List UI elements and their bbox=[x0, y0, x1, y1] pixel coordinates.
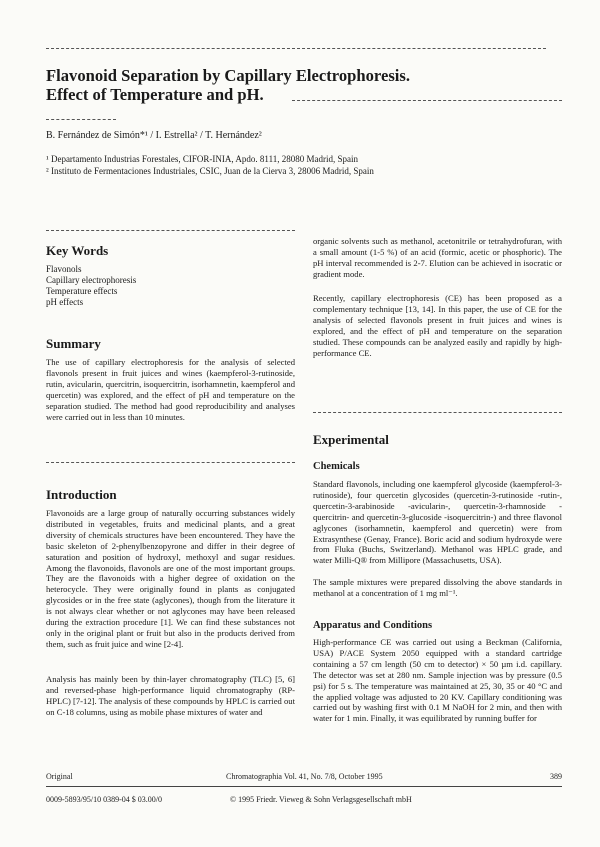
footer-code: 0009-5893/95/10 0389-04 $ 03.00/0 bbox=[46, 795, 162, 804]
apparatus-paragraph: High-performance CE was carried out using a Beckman (California, USA) P/ACE System 2050 equipped with a standard cartridge containing a 57 cm length (50 cm to detector) × 50 µm i.d. capillary. The detector was set at 280 nm. Sample injection was by pressure (0.5 psi) for 5 s. The temperature was maintained at 25, 30, 35 or 40 °C and the applied voltage was adjusted to 20 KV. Capillary conditioning was carried out by washing first with 0.1 M NaOH for 2 min, and then with water for 1 min. Finally, it was equilibrated by running buffer for bbox=[313, 637, 562, 724]
keyword-3: Temperature effects bbox=[46, 286, 118, 296]
footer-journal: Chromatographia Vol. 41, No. 7/8, October 1995 bbox=[226, 772, 383, 781]
chemicals-heading: Chemicals bbox=[313, 461, 360, 472]
footer-rule bbox=[46, 786, 562, 787]
right-intro-paragraph-2: Recently, capillary electrophoresis (CE) has been proposed as a complementary technique [13, 14]. In this paper, the use of CE for the analysis of selected flavonols present in fruit juices and wines is explored, and the effect of pH and temperature on the separation studied. These compounds can be analyzed easily and rapidly by high-performance CE. bbox=[313, 293, 562, 358]
footer-article-type: Original bbox=[46, 772, 73, 781]
introduction-paragraph-1: Flavonoids are a large group of naturally occurring substances widely distributed in vegetables, fruits and medicinal plants, and a great diversity of chemicals structures have been encountered. They have the basic skeleton of 2-phenylbenzopyrone and differ in their degree of saturation and position of hydroxyl, methoxyl and sugar residues. Among the flavonoids, flavonols are one of the most important groups. They are the flavonoids with a higher degree of oxidation on the heterocycle. They were originally found in plants as conjugated glycosides or in the free state (aglycones), though from the literature it is not always clear whether or not aglycones may have been released during the extraction procedure [1]. We can find these substances not only in the original plant or fruit but also in the products derived from them, such as fruit juice and wine [2-4]. bbox=[46, 508, 295, 649]
introduction-heading: Introduction bbox=[46, 487, 117, 502]
authors: B. Fernández de Simón*¹ / I. Estrella² / T. Hernández² bbox=[46, 130, 262, 141]
keyword-4: pH effects bbox=[46, 297, 84, 307]
summary-heading: Summary bbox=[46, 336, 101, 351]
title-line-1: Flavonoid Separation by Capillary Electrophoresis. bbox=[46, 66, 411, 85]
left-dashed-rule-2 bbox=[46, 462, 295, 463]
summary-text: The use of capillary electrophoresis for the analysis of selected flavonols present in fruit juices and wines (kaempferol-3-rutinoside, rutin, avicularin, quercitrin, isoquercitrin, isorhamnetin, kaempferol and quercetin) was explored, and the effect of pH and temperature on the separation studied. The method had good reproducibility and analyses were carried out in less than 10 minutes. bbox=[46, 357, 295, 422]
paper-title bbox=[46, 66, 526, 104]
keyword-1: Flavonols bbox=[46, 264, 82, 274]
apparatus-heading: Apparatus and Conditions bbox=[313, 620, 433, 631]
footer-page-number: 389 bbox=[550, 772, 562, 781]
affiliation-1: ¹ Departamento Industrias Forestales, CIFOR-INIA, Apdo. 8111, 28080 Madrid, Spain bbox=[46, 154, 358, 164]
keyword-2: Capillary electrophoresis bbox=[46, 275, 137, 285]
chemicals-paragraph-2: The sample mixtures were prepared dissolving the above standards in methanol at a concentration of 1 mg ml⁻¹. bbox=[313, 577, 562, 598]
key-words-heading: Key Words bbox=[46, 243, 109, 258]
experimental-heading: Experimental bbox=[313, 432, 389, 447]
top-dashed-rule bbox=[46, 48, 546, 49]
footer-copyright: © 1995 Friedr. Vieweg & Sohn Verlagsgesellschaft mbH bbox=[230, 795, 412, 804]
right-dashed-rule bbox=[313, 412, 562, 413]
title-line-2: Effect of Temperature and pH. bbox=[46, 85, 264, 104]
chemicals-paragraph-1: Standard flavonols, including one kaempferol glycoside (kaempferol-3-rutinoside), four quercetin glycosides (quercetin-3-rutinoside -rutin-, quercetin-3-arabinoside -avicularin-, quercetin-3-rhamnoside -quercitrin- and quercetin-3-glucoside -isoquercitrin-) and three flavonol aglycones (isorhamnetin, kaempferol and quercetin) were from Extrasynthese (Genay, France). Boric acid and sodium hydroxyde were from Fluka (Buchs, Switzerland). Methanol was HPLC grade, and water Milli-Q® from Millipore (Massachusetts, USA). bbox=[313, 479, 562, 566]
introduction-paragraph-2: Analysis has mainly been by thin-layer chromatography (TLC) [5, 6] and reversed-phase high-performance liquid chromatography (RP-HPLC) [7-12]. The analysis of these compounds by HPLC is carried out on C-18 columns, using as mobile phase mixtures of water and bbox=[46, 674, 295, 717]
affiliation-2: ² Instituto de Fermentaciones Industriales, CSIC, Juan de la Cierva 3, 28006 Madrid, Spain bbox=[46, 166, 374, 176]
right-intro-paragraph-1: organic solvents such as methanol, acetonitrile or tetrahydrofuran, with a small amount (1-5 %) of an acid (formic, acetic or phosphoric). The pH interval recommended is 2-7. Elution can be achieved in isocratic or gradient mode. bbox=[313, 236, 562, 279]
authors-dashed-rule bbox=[46, 119, 116, 120]
left-dashed-rule-1 bbox=[46, 230, 295, 231]
